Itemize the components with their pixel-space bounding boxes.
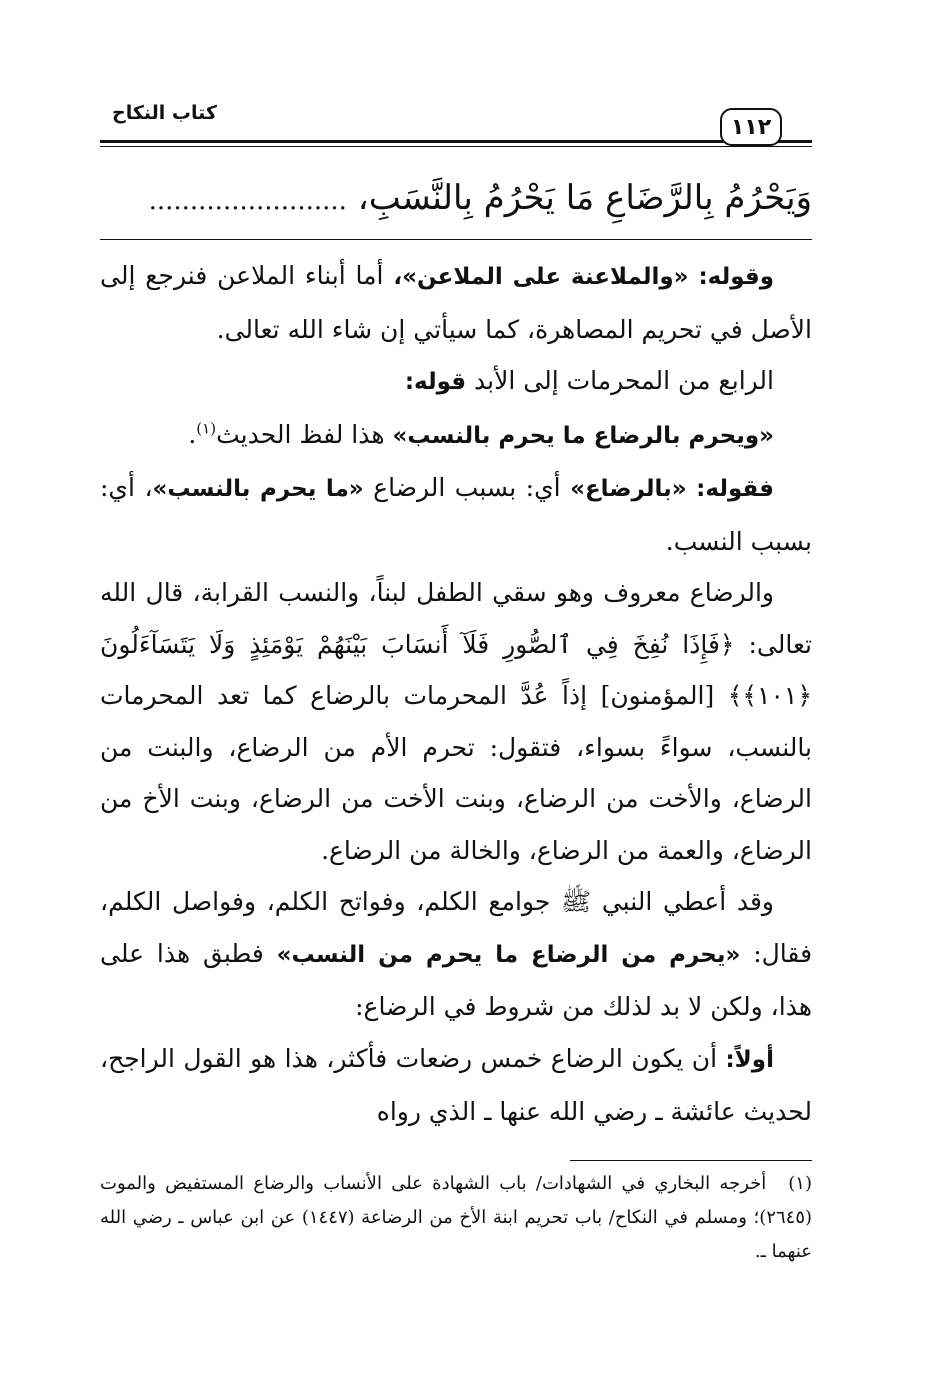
chapter-title: كتاب النكاح bbox=[112, 102, 217, 124]
bold-quote: فقوله: «بالرضاع» bbox=[570, 476, 774, 502]
paragraph-2 bbox=[100, 355, 812, 409]
paragraph-6 bbox=[100, 876, 812, 1033]
page-number: ١١٢ bbox=[720, 108, 782, 146]
bold-quote: قوله: bbox=[404, 369, 467, 395]
paragraph-3 bbox=[100, 409, 812, 463]
footnote-ref[interactable]: (١) bbox=[196, 419, 217, 438]
paragraph-7 bbox=[100, 1033, 812, 1138]
footnote-text: أخرجه البخاري في الشهادات/ باب الشهادة على الأنساب والرضاع المستفيض والموت (٢٦٤٥)؛ ومسلم في النكاح/ باب تحريم ابنة الأخ من الرضاعة (١٤٤٧) عن ابن عباس ـ رضي الله عنهما ـ. bbox=[100, 1172, 813, 1262]
paragraph-text: فطبق هذا على هذا، ولكن لا بد لذلك من شروط في الرضاع: bbox=[100, 938, 812, 1021]
matn-rule bbox=[100, 239, 812, 240]
paragraph-5 bbox=[100, 567, 812, 876]
footnote-marker: (١) bbox=[788, 1172, 812, 1194]
paragraph-end: . bbox=[188, 419, 197, 449]
bold-quote: «ويحرم بالرضاع ما يحرم بالنسب» bbox=[392, 422, 774, 449]
matn-text: وَيَحْرُمُ بِالرَّضَاعِ مَا يَحْرُمُ بِالنَّسَبِ، bbox=[357, 178, 812, 218]
paragraph-text: ، أي: بسبب النسب. bbox=[100, 473, 812, 556]
footnote-rule bbox=[570, 1160, 812, 1161]
bold-quote: «يحرم من الرضاع ما يحرم من النسب» bbox=[276, 941, 741, 968]
paragraph-text: وقد أعطي النبي ﷺ جوامع الكلم، وفواتح الكلم، وفواصل الكلم، فقال: bbox=[100, 887, 813, 968]
paragraph-4 bbox=[100, 462, 812, 567]
commentary-body bbox=[100, 250, 812, 1138]
paragraph-text: والرضاع معروف وهو سقي الطفل لبناً، والنسب القرابة، قال الله تعالى: ﴿فَإِذَا نُفِخَ فِي ٱلصُّورِ فَلَآ أَنسَابَ بَيْنَهُمْ يَوْمَئِذٍ وَلَا يَتَسَآءَلُونَ ﴿١٠١﴾﴾ [المؤمنون] إذاً عُدَّ المحرمات بالرضاع كما تعد المحرمات بالنسب، سواءً بسواء، فتقول: تحرم الأم من الرضاع، والبنت من الرضاع، والأخت من الرضاع، وبنت الأخت من الرضاع، وبنت الأخ من الرضاع، والعمة من الرضاع، والخالة من الرضاع. bbox=[100, 578, 812, 865]
paragraph-text: أن يكون الرضاع خمس رضعات فأكثر، هذا هو القول الراجح، لحديث عائشة ـ رضي الله عنها ـ الذي رواه bbox=[100, 1043, 812, 1126]
paragraph-text: أي: بسبب الرضاع bbox=[363, 473, 571, 502]
paragraph-text: الرابع من المحرمات إلى الأبد bbox=[466, 366, 774, 395]
book-page bbox=[100, 96, 812, 1316]
bold-quote: «ما يحرم بالنسب» bbox=[152, 476, 364, 502]
header-rule bbox=[100, 140, 812, 143]
bold-quote: أولاً: bbox=[725, 1046, 774, 1073]
footnote bbox=[100, 1167, 812, 1269]
paragraph-1 bbox=[100, 250, 812, 355]
running-header bbox=[100, 96, 812, 156]
paragraph-text: أما أبناء الملاعن فنرجع إلى الأصل في تحريم المصاهرة، كما سيأتي إن شاء الله تعالى. bbox=[100, 261, 812, 344]
matn-dots: ........................ bbox=[148, 186, 347, 216]
header-rule-thin bbox=[100, 146, 812, 147]
bold-quote: وقوله: «والملاعنة على الملاعن»، bbox=[393, 264, 775, 290]
matn-line bbox=[100, 168, 812, 231]
paragraph-text: هذا لفظ الحديث bbox=[216, 419, 393, 449]
